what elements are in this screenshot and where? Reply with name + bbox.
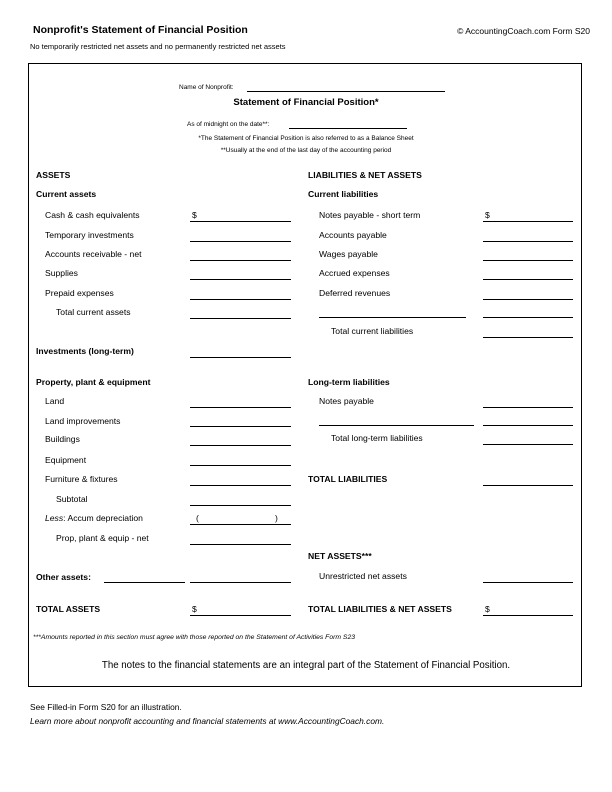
page-title: Nonprofit's Statement of Financial Position [33, 24, 248, 36]
as-of-label: As of midnight on the date**: [187, 121, 270, 128]
liabilities-heading: LIABILITIES & NET ASSETS [308, 170, 422, 180]
unrestricted-net-assets-line[interactable] [483, 582, 573, 583]
deferred-line[interactable] [483, 299, 573, 300]
other-assets-name-line[interactable] [104, 582, 185, 583]
buildings-line[interactable] [190, 445, 291, 446]
extra-lt-name-line[interactable] [319, 425, 474, 426]
land-improvements-line[interactable] [190, 426, 291, 427]
temp-investments-line[interactable] [190, 241, 291, 242]
illustration-note: See Filled-in Form S20 for an illustration. [30, 702, 182, 712]
as-of-line[interactable] [289, 128, 407, 129]
accounts-receivable-line[interactable] [190, 260, 291, 261]
asset-label-prepaid: Prepaid expenses [45, 288, 114, 298]
investments-line[interactable] [190, 357, 291, 358]
lt-liabilities-heading: Long-term liabilities [308, 377, 390, 387]
ppe-net-label: Prop, plant & equip - net [56, 533, 149, 543]
supplies-line[interactable] [190, 279, 291, 280]
ppe-label-equipment: Equipment [45, 455, 87, 465]
current-liabilities-heading: Current liabilities [308, 189, 379, 199]
notes-statement: The notes to the financial statements are an integral part of the Statement of Financial Position. [101, 660, 511, 671]
dollar-sign: $ [192, 210, 197, 220]
notes-short-line[interactable] [483, 221, 573, 222]
asset-label-accounts-receivable: Accounts receivable - net [45, 249, 142, 259]
liability-label-deferred: Deferred revenues [319, 288, 391, 298]
liability-label-wages: Wages payable [319, 249, 378, 259]
accrued-line[interactable] [483, 279, 573, 280]
total-liabilities-line[interactable] [483, 485, 573, 486]
current-assets-heading: Current assets [36, 189, 97, 199]
note-balance-sheet: *The Statement of Financial Position is also referred to as a Balance Sheet [198, 135, 414, 142]
statement-form [28, 63, 582, 687]
land-line[interactable] [190, 407, 291, 408]
dollar-sign: $ [192, 604, 197, 614]
other-assets-line[interactable] [190, 582, 291, 583]
name-line[interactable] [247, 91, 445, 92]
net-assets-footnote: ***Amounts reported in this section must agree with those reported on the Statement of Activities Form S23 [33, 634, 356, 641]
liability-label-notes-short: Notes payable - short term [319, 210, 421, 220]
paren-close: ) [275, 513, 278, 523]
extra-liability-line[interactable] [483, 317, 573, 318]
ppe-label-land-improvements: Land improvements [45, 416, 121, 426]
cash-line[interactable] [190, 221, 291, 222]
asset-label-supplies: Supplies [45, 268, 78, 278]
dollar-sign: $ [485, 210, 490, 220]
accum-depreciation-line[interactable] [190, 524, 291, 525]
wages-line[interactable] [483, 260, 573, 261]
form-title: Statement of Financial Position* [233, 97, 379, 108]
unrestricted-net-assets-label: Unrestricted net assets [319, 571, 407, 581]
total-current-liabilities-label: Total current liabilities [331, 326, 414, 336]
total-current-assets-label: Total current assets [56, 307, 131, 317]
total-assets-line[interactable] [190, 615, 291, 616]
asset-label-temp-investments: Temporary investments [45, 230, 134, 240]
less-prefix: Less [45, 513, 64, 523]
total-liab-net-assets-label: TOTAL LIABILITIES & NET ASSETS [308, 604, 452, 614]
less-rest: : Accum depreciation [63, 513, 143, 523]
accounts-payable-line[interactable] [483, 241, 573, 242]
page-subtitle: No temporarily restricted net assets and no permanently restricted net assets [30, 42, 286, 51]
total-current-assets-line[interactable] [190, 318, 291, 319]
total-lt-liabilities-line[interactable] [483, 444, 573, 445]
equipment-line[interactable] [190, 465, 291, 466]
dollar-sign: $ [485, 604, 490, 614]
ppe-label-buildings: Buildings [45, 434, 80, 444]
ppe-label-land: Land [45, 396, 65, 406]
lt-notes-payable-line[interactable] [483, 407, 573, 408]
investments-label: Investments (long-term) [36, 346, 134, 356]
lt-label-notes-payable: Notes payable [319, 396, 374, 406]
subtotal-label: Subtotal [56, 494, 88, 504]
prepaid-line[interactable] [190, 299, 291, 300]
net-assets-heading: NET ASSETS*** [308, 551, 372, 561]
furniture-line[interactable] [190, 485, 291, 486]
accum-depreciation-label [45, 513, 143, 523]
other-assets-label: Other assets: [36, 572, 91, 582]
total-lt-liabilities-label: Total long-term liabilities [331, 433, 423, 443]
ppe-heading: Property, plant & equipment [36, 377, 151, 387]
form-id: © AccountingCoach.com Form S20 [457, 26, 590, 36]
learn-more-note: Learn more about nonprofit accounting and financial statements at www.AccountingCoach.com. [30, 716, 385, 726]
liability-label-accrued: Accrued expenses [319, 268, 390, 278]
total-liab-net-assets-line[interactable] [483, 615, 573, 616]
name-label: Name of Nonprofit: [179, 84, 234, 91]
extra-liability-name-line[interactable] [319, 317, 466, 318]
asset-label-cash: Cash & cash equivalents [45, 210, 140, 220]
liability-label-accounts-payable: Accounts payable [319, 230, 387, 240]
total-liabilities-label: TOTAL LIABILITIES [308, 474, 388, 484]
ppe-label-furniture: Furniture & fixtures [45, 474, 118, 484]
ppe-net-line[interactable] [190, 544, 291, 545]
note-accounting-period: **Usually at the end of the last day of the accounting period [220, 147, 392, 154]
paren-open: ( [196, 513, 199, 523]
assets-heading: ASSETS [36, 170, 71, 180]
total-assets-label: TOTAL ASSETS [36, 604, 101, 614]
total-current-liabilities-line[interactable] [483, 337, 573, 338]
subtotal-line[interactable] [190, 505, 291, 506]
extra-lt-line[interactable] [483, 425, 573, 426]
